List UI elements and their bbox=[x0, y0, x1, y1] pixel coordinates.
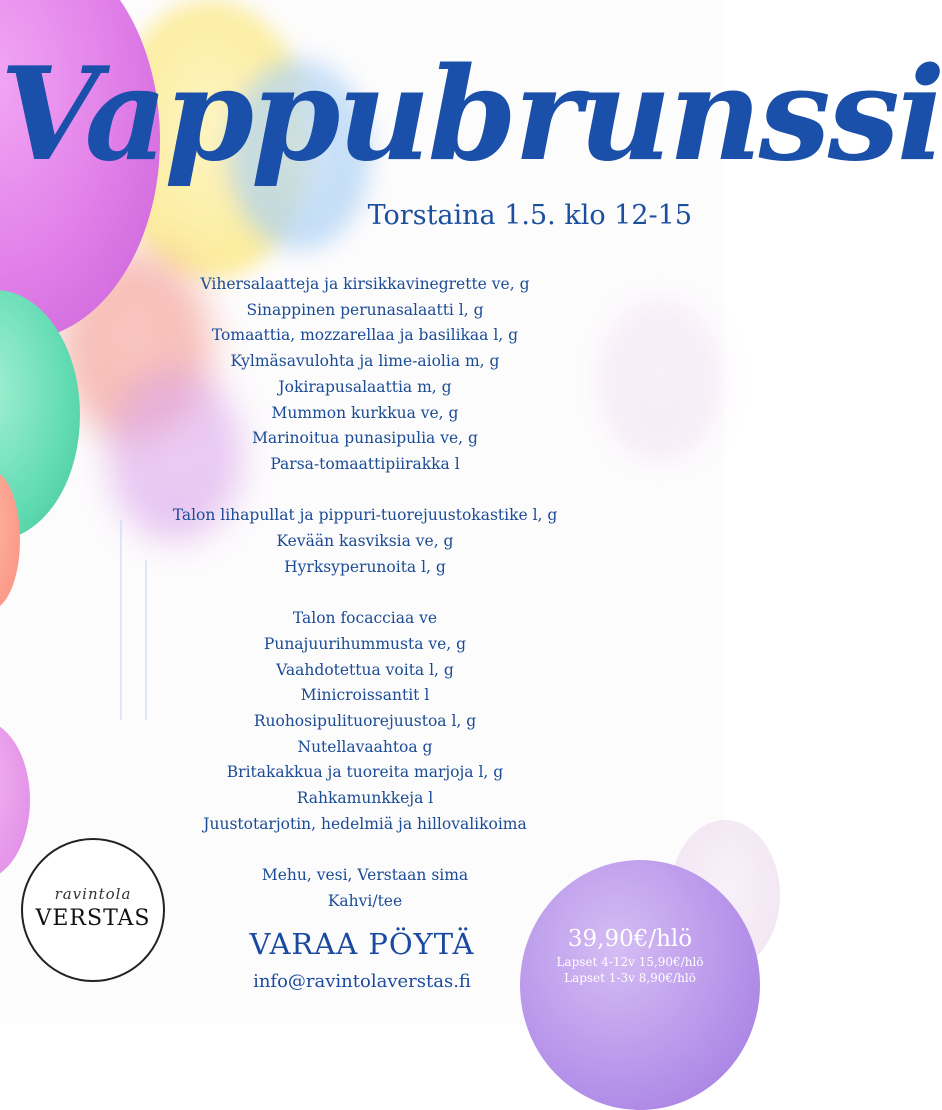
menu-item: Nutellavaahtoa g bbox=[297, 737, 433, 756]
menu-item: Juustotarjotin, hedelmiä ja hillovalikoima bbox=[203, 814, 527, 833]
adult-price: 39,90€/hlö bbox=[567, 926, 693, 952]
menu-item: Ruohosipulituorejuustoa l, g bbox=[253, 711, 477, 730]
kids-price-4-12: Lapset 4-12v 15,90€/hlö bbox=[556, 955, 704, 969]
menu-list bbox=[120, 272, 610, 915]
menu-item: Kylmäsavulohta ja lime-aiolia m, g bbox=[230, 352, 500, 371]
menu-item: Mehu, vesi, Verstaan sima bbox=[261, 866, 469, 885]
menu-item: Minicroissantit l bbox=[300, 686, 430, 705]
poster-title: Vappubrunssi bbox=[0, 40, 942, 190]
logo-script-text: ravintola bbox=[54, 885, 132, 903]
menu-item: Vihersalaatteja ja kirsikkavinegrette ve, g bbox=[200, 275, 530, 293]
logo-wordmark: VERSTAS bbox=[35, 906, 151, 931]
menu-spacer bbox=[120, 837, 610, 863]
menu-item: Talon lihapullat ja pippuri-tuorejuustokastike l, g bbox=[172, 506, 558, 525]
menu-item: Mummon kurkkua ve, g bbox=[271, 403, 459, 422]
menu-item: Punajuurihummusta ve, g bbox=[263, 634, 467, 653]
menu-item: Britakakkua ja tuoreita marjoja l, g bbox=[226, 763, 504, 782]
menu-item: Jokirapusalaattia m, g bbox=[278, 377, 452, 396]
menu-spacer bbox=[120, 478, 610, 504]
book-table-heading: VARAA PÖYTÄ bbox=[249, 927, 475, 961]
menu-item: Parsa-tomaattipiirakka l bbox=[270, 454, 460, 473]
menu-item: Marinoitua punasipulia ve, g bbox=[252, 429, 478, 448]
menu-item: Tomaattia, mozzarellaa ja basilikaa l, g bbox=[211, 326, 519, 345]
menu-item: Talon focacciaa ve bbox=[292, 609, 438, 628]
booking-email[interactable]: info@ravintolaverstas.fi bbox=[253, 971, 471, 992]
pink-balloon-bottom bbox=[0, 720, 30, 880]
menu-item: Vaahdotettua voita l, g bbox=[276, 660, 454, 679]
event-date: Torstaina 1.5. klo 12-15 bbox=[367, 200, 692, 231]
kids-price-1-3: Lapset 1-3v 8,90€/hlö bbox=[564, 971, 696, 985]
menu-item: Kevään kasviksia ve, g bbox=[276, 532, 454, 551]
menu-spacer bbox=[120, 580, 610, 606]
menu-item: Rahkamunkkeja l bbox=[296, 789, 434, 808]
menu-item: Sinappinen perunasalaatti l, g bbox=[246, 300, 484, 319]
menu-item: Kahvi/tee bbox=[327, 891, 403, 910]
pale-balloon bbox=[600, 300, 720, 460]
menu-item: Hyrksyperunoita l, g bbox=[284, 557, 446, 576]
